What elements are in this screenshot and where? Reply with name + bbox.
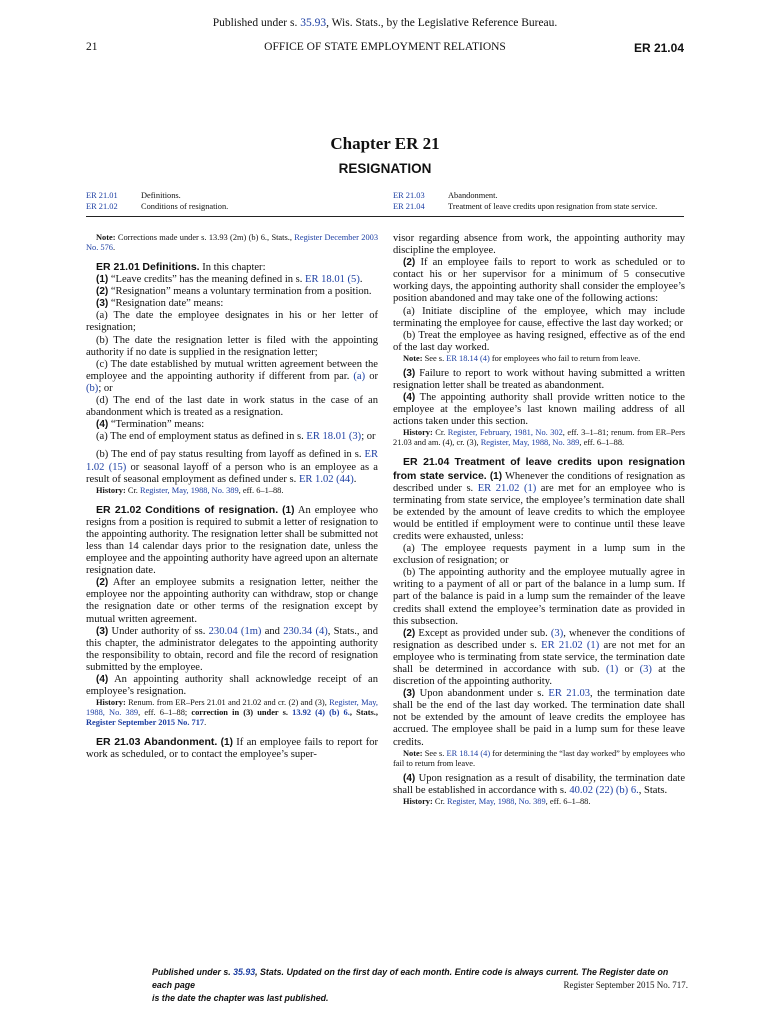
subsection: (4) The appointing authority shall provide written notice to the employee at the employee’s last known mailing address of all actions taken under this section.	[393, 392, 685, 428]
section-er-21-02: ER 21.02 Conditions of resignation. (1) An employee who resigns from a position is required to submit a letter of resignation to the appointing authority. The resignation letter shall be submitted not less than 14 calendar days prior to the resignation date, unless the employee and the appointing authority have agreed upon an alternate resignation date.	[86, 503, 379, 577]
footer-line-2: is the date the chapter was last published.	[152, 993, 329, 1003]
section-title: Definitions.	[142, 261, 200, 273]
section-title: Conditions of resignation.	[145, 503, 279, 516]
toc-title: Conditions of resignation.	[141, 202, 229, 211]
editor-note: Note: See s. ER 18.14 (4) for employees who fail to return from leave.	[403, 353, 641, 363]
toc-item	[393, 190, 683, 201]
subsection: (3) Under authority of ss. 230.04 (1m) and 230.34 (4), Stats., and this chapter, the administrator delegates to the appointing authority the responsibility to obtain, record and file the record of resignation submitted by the employee.	[86, 625, 378, 673]
register-link[interactable]: Register December 2003 No. 576	[86, 233, 379, 252]
subsection: (2) After an employee submits a resignation letter, neither the employee nor the appointing authority can withdraw, stop or change the resignation date or other terms of the resignation except by mutual written agreement.	[86, 577, 378, 625]
section-heading: ER 21.01	[96, 261, 140, 273]
register-link[interactable]: Register, February, 1981, No. 302	[447, 428, 563, 438]
paragraph: (a) The employee requests payment in a lump sum in the exclusion of resignation; or	[393, 543, 685, 567]
section-er-21-01: ER 21.01 Definitions. In this chapter:	[96, 261, 266, 273]
paragraph: (b) The appointing authority and the employee mutually agree in writing to a payment of all or part of the balance in a lump sum. If part of the balance is paid in a lump sum the remainder of the leave credits shall extend the employee’s termination date as provided in this subsection.	[393, 567, 685, 627]
cross-ref-link[interactable]: ER 18.14 (4)	[446, 748, 491, 758]
toc-item	[86, 201, 386, 212]
running-head	[86, 41, 684, 55]
toc-left	[86, 190, 386, 212]
banner-prefix: Published under s.	[212, 17, 301, 29]
toc-title: Abandonment.	[448, 191, 498, 200]
section-title: Treatment of leave credits upon resignation from state service.	[393, 456, 685, 482]
chapter-title: Chapter ER 21	[330, 134, 440, 153]
cross-ref-link[interactable]: (a)	[353, 370, 366, 382]
register-link[interactable]: Register, May, 1988, No. 389	[86, 698, 378, 718]
footer-statute-link[interactable]: 35.93	[233, 967, 256, 977]
section-code: ER 21.04	[633, 41, 684, 55]
statute-link[interactable]: 230.04 (1m)	[208, 625, 262, 637]
section-heading: ER 21.02	[96, 503, 142, 516]
paragraph: (a) The end of employment status as defined in s. ER 18.01 (3); or	[96, 431, 376, 443]
publication-banner	[0, 17, 770, 29]
toc-link-er-21-02[interactable]: ER 21.02	[86, 202, 118, 211]
cross-ref-link[interactable]: (1)	[605, 664, 619, 675]
history-note: History: Cr. Register, May, 1988, No. 389, eff. 6–1–88.	[96, 485, 284, 495]
paragraph: (c) The date established by mutual written agreement between the employee and the appointing authority if different from par. (a) or (b); or	[86, 358, 378, 394]
toc-title: Definitions.	[141, 191, 181, 200]
toc-link-er-21-01[interactable]: ER 21.01	[86, 191, 118, 200]
paragraph: visor regarding absence from work, the appointing authority may discipline the employee.	[393, 233, 685, 257]
cross-ref-link[interactable]: (3)	[639, 664, 652, 675]
history-note: History: Renum. from ER–Pers 21.01 and 21.02 and cr. (2) and (3), Register, May, 1988, No. 389, eff. 6–1–88; correction in (3) under s. 13.92 (4) (b) 6., Stats., Register September 2015 No. 717.	[86, 698, 378, 728]
cross-ref-link[interactable]: ER 18.01 (5)	[305, 274, 360, 286]
subsection: (4) An appointing authority shall acknowledge receipt of an employee’s resignation.	[86, 674, 378, 698]
cross-ref-link[interactable]: (3)	[550, 627, 564, 639]
cross-ref-link[interactable]: ER 1.02 (15)	[86, 449, 378, 473]
banner-suffix: , Wis. Stats., by the Legislative Reference Bureau.	[326, 17, 558, 29]
cross-ref-link[interactable]: ER 21.02 (1)	[477, 482, 537, 494]
toc-divider	[86, 216, 684, 217]
history-note: History: Cr. Register, May, 1988, No. 389, eff. 6–1–88.	[403, 796, 591, 806]
section-title: Abandonment.	[143, 736, 218, 749]
paragraph: (b) The end of pay status resulting from layoff as defined in s. ER 1.02 (15) or seasonal layoff of a person who is an employee as a result of seasonal employment as defined under s. ER 1.02 (44).	[86, 449, 378, 485]
paragraph: (b) Treat the employee as having resigned, effective as of the end of the last day worked.	[393, 329, 685, 353]
register-date: Register September 2015 No. 717.	[563, 980, 688, 990]
footer-line-1: Published under s. 35.93, Stats. Updated on the first day of each month. Entire code is always current. The Register date on each page	[152, 967, 669, 990]
history-note: History: Cr. Register, February, 1981, No. 302, eff. 3–1–81; renum. from ER–Pers 21.03 and am. (4), cr. (3), Register, May, 1988, No. 389, eff. 6–1–88.	[393, 428, 685, 448]
section-er-21-03: ER 21.03 Abandonment. (1) If an employee fails to report for work as scheduled, or to contact the employee’s super-	[86, 736, 379, 761]
section-heading: ER 21.04	[403, 456, 450, 469]
banner-statute-link[interactable]: 35.93	[300, 17, 327, 29]
toc-item	[86, 190, 386, 201]
paragraph: (b) The date the resignation letter is filed with the appointing authority if no date is supplied in the resignation letter;	[86, 334, 378, 358]
subsection: (2) “Resignation” means a voluntary termination from a position.	[96, 286, 372, 298]
section-heading: ER 21.03	[96, 736, 141, 749]
subsection: (4) “Termination” means:	[96, 419, 205, 431]
register-link[interactable]: Register, May, 1988, No. 389	[446, 796, 546, 806]
cross-ref-link[interactable]: ER 18.14 (4)	[446, 353, 490, 363]
register-link[interactable]: Register September 2015 No. 717	[86, 718, 205, 728]
toc-link-er-21-04[interactable]: ER 21.04	[393, 202, 425, 211]
subsection: (4) Upon resignation as a result of disability, the termination date shall be established in accordance with s. 40.02 (22) (b) 6., Stats.	[393, 772, 686, 796]
register-link[interactable]: Register, May, 1988, No. 389	[480, 438, 580, 448]
agency-name: OFFICE OF STATE EMPLOYMENT RELATIONS	[264, 41, 506, 53]
cross-ref-link[interactable]: ER 18.01 (3)	[306, 431, 362, 443]
chapter-subtitle: RESIGNATION	[338, 161, 432, 176]
cross-ref-link[interactable]: ER 21.03	[548, 688, 591, 700]
statute-link[interactable]: 13.92 (4) (b) 6.	[292, 708, 350, 718]
section-er-21-04: ER 21.04 Treatment of leave credits upon resignation from state service. (1) Whenever the conditions of resignation as described under s. ER 21.02 (1) are met for an employee who is terminating from state service, the employee’s termination date shall be extended by the amount of leave credits to which the employee would be entitled if employment were to continue until these leave credits were exhausted, unless:	[393, 456, 686, 542]
toc-title: Treatment of leave credits upon resignation from state service.	[448, 202, 658, 211]
subsection: (1) “Leave credits” has the meaning defined in s. ER 18.01 (5).	[96, 274, 363, 286]
paragraph: (d) The end of the last date in work status in the case of an abandonment which is treated as a resignation.	[86, 395, 378, 419]
subsection: (3) “Resignation date” means:	[96, 298, 224, 310]
paragraph: (a) Initiate discipline of the employee, which may include terminating the employee for cause, effective the last day worked; or	[393, 305, 685, 329]
toc-item	[393, 201, 683, 212]
cross-ref-link[interactable]: ER 21.02 (1)	[541, 639, 600, 651]
subsection: (3) Failure to report to work without having submitted a written resignation letter shall be treated as abandonment.	[393, 367, 685, 392]
register-link[interactable]: Register, May, 1988, No. 389	[139, 485, 239, 495]
paragraph: (a) The date the employee designates in his or her letter of resignation;	[86, 310, 378, 334]
subsection: (2) If an employee fails to report to work as scheduled or to contact his or her supervisor for a minimum of 5 consecutive working days, the appointing authority shall consider the employee’s position abandoned and may take one of the following actions:	[393, 257, 685, 305]
toc-link-er-21-03[interactable]: ER 21.03	[393, 191, 425, 200]
subsection: (2) Except as provided under sub. (3), whenever the conditions of resignation as described under s. ER 21.02 (1) are not met for an employee who is terminating from state service, the termination date shall be determined in accordance with sub. (1) or (3) at the discretion of the appointing authority.	[393, 627, 686, 688]
page-number: 21	[86, 41, 98, 53]
cross-ref-link[interactable]: (b)	[86, 382, 99, 394]
right-column	[393, 233, 685, 813]
cross-ref-link[interactable]: ER 1.02 (44)	[298, 473, 354, 485]
toc-right	[393, 190, 683, 212]
editor-note: Note: Corrections made under s. 13.93 (2m) (b) 6., Stats., Register December 2003 No. 576.	[86, 233, 379, 252]
left-column	[86, 233, 378, 761]
statute-link[interactable]: 230.34 (4)	[283, 625, 328, 637]
statute-link[interactable]: 40.02 (22) (b) 6.	[569, 784, 639, 796]
page-footer	[152, 966, 688, 1005]
subsection: (3) Upon abandonment under s. ER 21.03, the termination date shall be the end of the last day worked. The termination date shall not be extended by the amount of leave credits the employee has accrued. The employee shall be paid in a lump sum for these leave credits.	[393, 688, 685, 748]
editor-note: Note: See s. ER 18.14 (4) for determining the “last day worked” by employees who fail to return from leave.	[393, 748, 685, 768]
